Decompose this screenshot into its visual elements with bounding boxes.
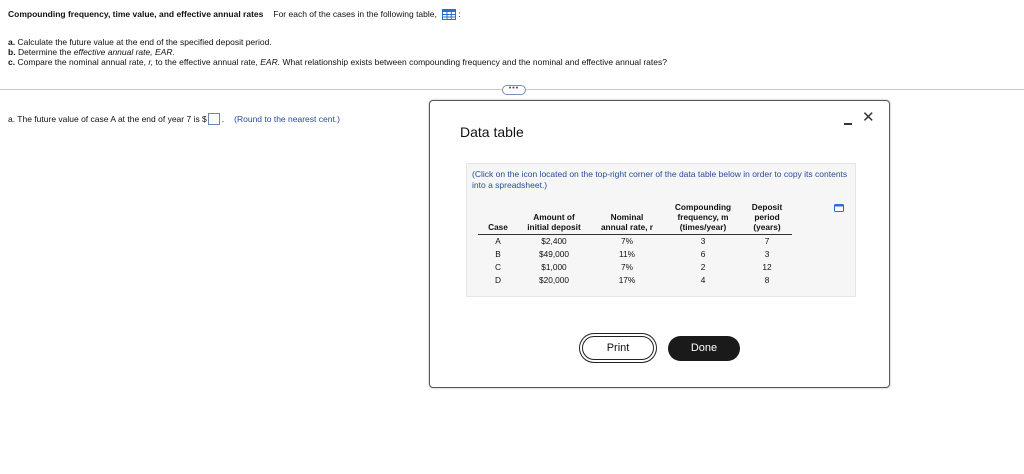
table-cell: D [495, 275, 501, 285]
table-cell: 11% [619, 249, 635, 259]
table-cell: 6 [700, 249, 706, 259]
data-table-dialog [429, 100, 890, 388]
table-cell: 7% [621, 236, 633, 246]
table-cell: 3 [700, 236, 706, 246]
table-header-row [478, 202, 792, 235]
table-cell: 4 [700, 275, 706, 285]
answer-input[interactable] [208, 113, 220, 125]
table-cell: $49,000 [539, 249, 569, 259]
table-cell: B [495, 249, 501, 259]
question-title-text: For each of the cases in the following table, [273, 9, 437, 19]
done-button[interactable]: Done [668, 336, 740, 361]
expand-more-button[interactable]: ••• [502, 85, 526, 95]
table-cell: 7 [764, 236, 770, 246]
table-row [478, 261, 792, 274]
copy-instructions: (Click on the icon located on the top-right corner of the data table below in order to copy its contents into a spreadsheet.) [472, 169, 848, 190]
col-header-case: Case [478, 202, 518, 235]
col-header-initial-deposit: Amount of initial deposit [518, 202, 590, 235]
table-row [478, 248, 792, 261]
question-title-bold: Compounding frequency, time value, and effective annual rates [8, 9, 264, 19]
copy-to-spreadsheet-icon[interactable] [834, 204, 844, 212]
table-cell: 17% [618, 275, 636, 285]
table-cell: $2,400 [541, 236, 567, 246]
table-icon[interactable] [442, 9, 456, 20]
question-title [8, 9, 461, 20]
table-cell: 2 [700, 262, 706, 272]
answer-line [8, 113, 340, 125]
col-header-deposit-period: Deposit period (years) [742, 202, 792, 235]
col-header-compounding-frequency: Compounding frequency, m (times/year) [664, 202, 742, 235]
table-cell: 12 [762, 262, 772, 272]
question-title-colon: : [458, 9, 461, 19]
part-a: a. Calculate the future value at the end of the specified deposit period. [8, 37, 272, 47]
close-icon[interactable]: ✕ [862, 109, 875, 126]
table-cell: $20,000 [539, 275, 569, 285]
table-cell: A [495, 236, 501, 246]
print-button[interactable]: Print [582, 336, 654, 360]
data-table [478, 202, 792, 287]
table-cell: $1,000 [541, 262, 567, 272]
answer-suffix: . [221, 114, 225, 124]
dialog-title: Data table [460, 124, 524, 140]
answer-hint: (Round to the nearest cent.) [234, 114, 340, 124]
col-header-nominal-rate: Nominal annual rate, r [590, 202, 664, 235]
part-b: b. Determine the effective annual rate, EAR. [8, 47, 175, 57]
table-cell: 7% [621, 262, 633, 272]
table-cell: 3 [764, 249, 770, 259]
question-parts [8, 37, 667, 67]
answer-prefix: a. The future value of case A at the end of year 7 is $ [8, 114, 207, 124]
data-table-panel [466, 163, 856, 297]
table-cell: 8 [764, 275, 770, 285]
table-row [478, 235, 792, 249]
minimize-icon[interactable] [843, 114, 853, 126]
table-cell: C [495, 262, 501, 272]
table-row [478, 274, 792, 287]
part-c: c. Compare the nominal annual rate, r, to the effective annual rate, EAR. What relationship exists between compounding frequency and the nominal and effective annual rates? [8, 57, 667, 67]
